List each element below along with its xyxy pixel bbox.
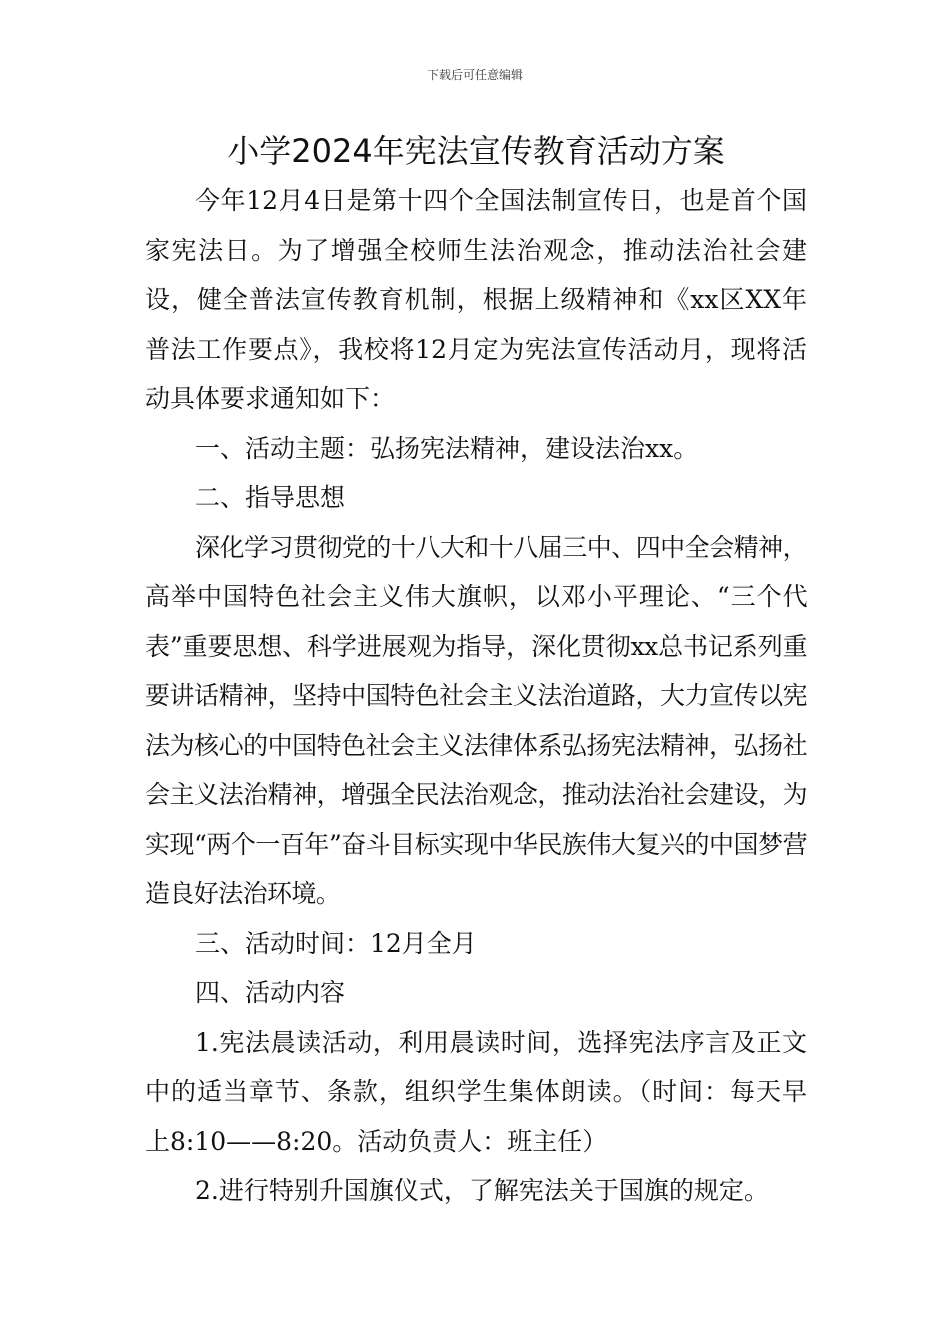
paragraph-content-heading: 四、活动内容: [195, 978, 346, 1007]
document-title: 小学2024年宪法宣传教育活动方案: [227, 132, 725, 170]
paragraph-guiding-body: 深化学习贯彻党的十八大和十八届三中、四中全会精神，高举中国特色社会主义伟大旗帜，以邓小平理论、“三个代表”重要思想、科学进展观为指导，深化贯彻xx总书记系列重要讲话精神，坚持中国特色社会主义法治道路，大力宣传以宪法为核心的中国特色社会主义法律体系弘扬宪法精神，弘扬社会主义法治精神，增强全民法治观念，推动法治社会建设，为实现“两个一百年”奋斗目标实现中华民族伟大复兴的中国梦营造良好法治环境。: [145, 532, 807, 908]
paragraph-time: 三、活动时间：12月全月: [195, 928, 477, 958]
paragraph-item-2: 2.进行特别升国旗仪式，了解宪法关于国旗的规定。: [195, 1176, 769, 1205]
document-body: [145, 126, 807, 1216]
paragraph-item-1: 1.宪法晨读活动，利用晨读时间，选择宪法序言及正文中的适当章节、条款，组织学生集体朗读。（时间：每天早上8:10——8:20。活动负责人：班主任）: [145, 1027, 807, 1156]
paragraph-theme: 一、活动主题：弘扬宪法精神，建设法治xx。: [195, 433, 699, 463]
paragraph-guiding-heading: 二、指导思想: [195, 483, 346, 512]
header-note: 下载后可任意编辑: [426, 68, 523, 82]
paragraph-intro: 今年12月4日是第十四个全国法制宣传日，也是首个国家宪法日。为了增强全校师生法治观念，推动法治社会建设，健全普法宣传教育机制，根据上级精神和《xx区XX年普法工作要点》，我校将12月定为宪法宣传活动月，现将活动具体要求通知如下：: [145, 186, 807, 413]
